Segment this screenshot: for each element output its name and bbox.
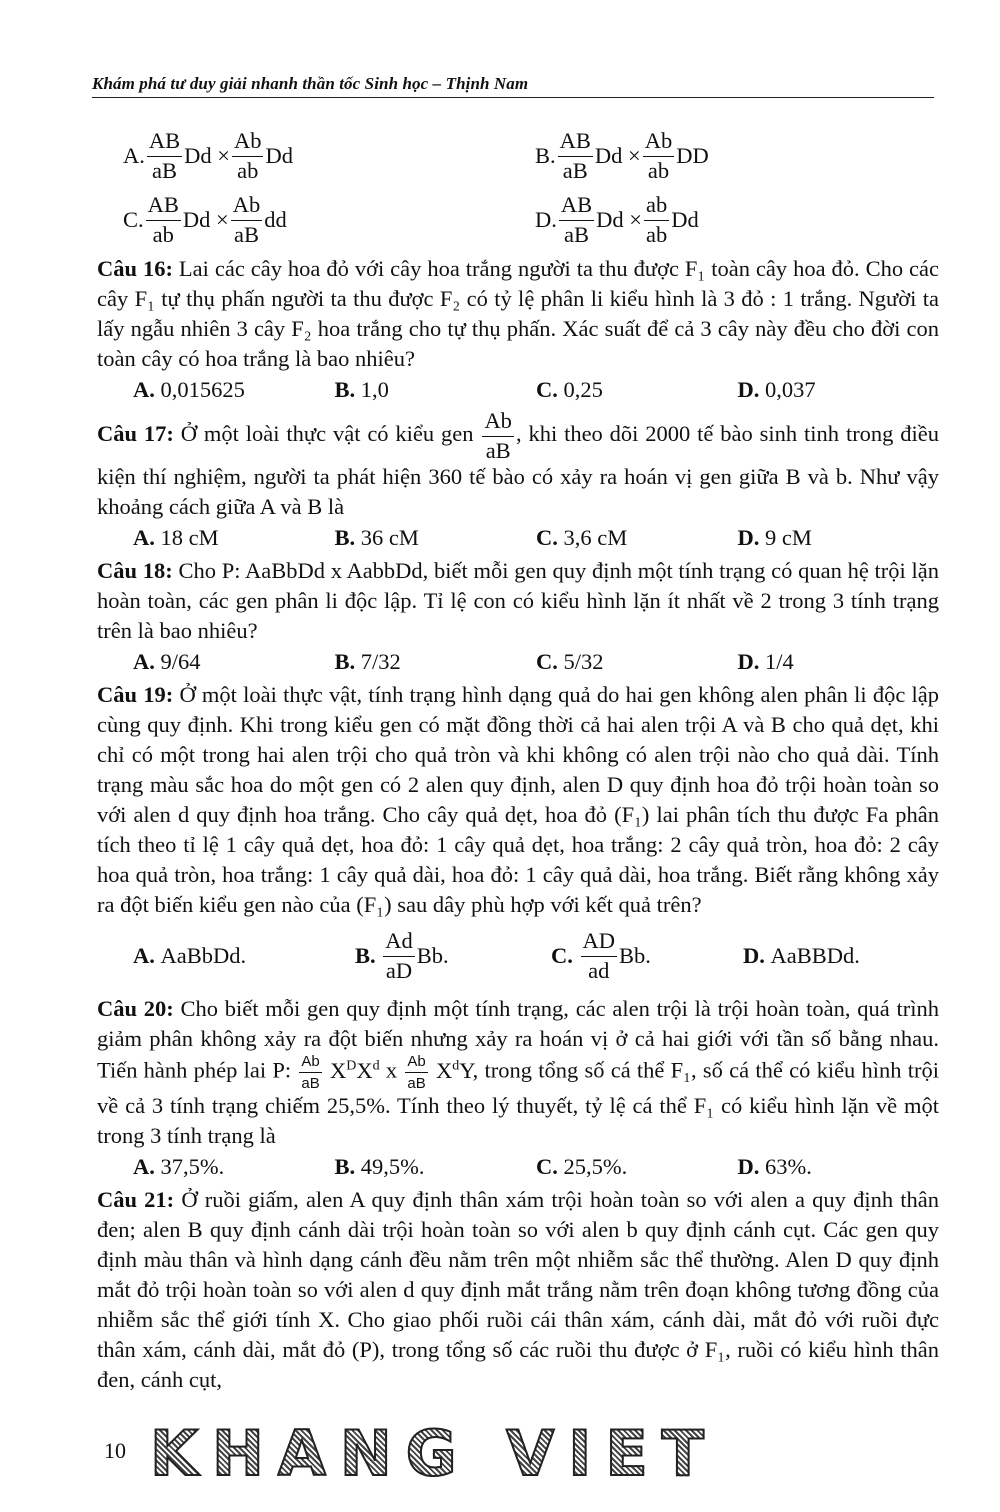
q20-answers xyxy=(97,1151,939,1183)
chromosome-xy: $X^dY$ xyxy=(436,1057,473,1083)
answer-b[interactable]: B. 7/32 xyxy=(334,649,401,674)
question-text: Lai các cây hoa đỏ với cây hoa trắng người ta thu được F₁ toàn cây hoa đỏ. Cho các cây F₁ tự thụ phấn người ta thu được F₂ có tỷ lệ phân li kiểu hình là 3 đỏ : 1 trắng. Người ta lấy ngẫu nhiên 3 cây F₂ hoa trắng cho tự thụ phấn. Xác suất để cả 3 cây này đều cho đời con toàn cây có hoa trắng là bao nhiêu? xyxy=(97,256,939,371)
q19-answers xyxy=(97,920,939,992)
genotype-fraction: $\frac{AB}{aB}$ xyxy=(148,128,181,183)
genotype-fraction: $\frac{Ab}{aB}$ xyxy=(232,192,261,247)
answer-b[interactable]: B. 1,0 xyxy=(334,377,389,402)
genotype-fraction: $\frac{ab}{ab}$ xyxy=(645,192,668,247)
answer-b[interactable]: B. $\frac{Ad}{aD}$ Bb. xyxy=(355,928,449,983)
question-label: Câu 17: xyxy=(97,421,174,447)
answer-c[interactable]: C. 25,5%. xyxy=(536,1154,628,1179)
option-label: B. xyxy=(535,143,556,168)
option-text: Dd × xyxy=(182,207,229,232)
question-19 xyxy=(97,680,939,920)
q17-answers xyxy=(97,522,939,554)
genotype-fraction: $\frac{AB}{aB}$ xyxy=(560,192,593,247)
question-text: , khi theo dõi 2000 tế bào sinh tinh xyxy=(515,421,840,447)
answer-d[interactable]: D. 0,037 xyxy=(737,377,816,402)
question-label: Câu 16: xyxy=(97,256,173,281)
genotype-fraction: $\frac{Ab}{aB}$ xyxy=(484,408,512,463)
answer-c[interactable]: C. $\frac{AD}{ad}$ Bb. xyxy=(551,928,651,983)
question-text: trong điều kiện thí nghiệm, người ta phát hiện 360 tế bào có xảy ra hoán vị gen giữa B và b. Như vậy khoảng cách giữa A và B là xyxy=(97,421,940,519)
q15-option-d[interactable] xyxy=(509,194,921,246)
answer-c[interactable]: C. 3,6 cM xyxy=(536,525,628,550)
option-text: DD xyxy=(676,143,709,168)
option-text: Dd × xyxy=(184,143,230,168)
question-text: Ở một loài thực vật, tính trạng hình dạng quả do hai gen không alen phân li độc lập cùng quy định. Khi trong kiểu gen có mặt đồng thời cả hai alen trội A và B cho quả dẹt, khi chỉ có một trong hai alen trội cho quả tròn và khi không có alen trội nào cho quả dài. Tính trạng màu sắc hoa do một gen có 2 alen quy định, alen D quy định hoa đỏ trội hoàn toàn so với alen d quy định hoa trắng. Cho cây quả dẹt, hoa đỏ (F₁) lai phân tích thu được Fa phân tích theo tỉ lệ 1 cây quả dẹt, hoa đỏ: 1 cây quả dẹt, hoa trắng: 2 cây quả tròn, hoa đỏ: 2 cây hoa quả tròn, hoa trắng: 1 cây quả dài, hoa đỏ: 1 cây quả dài, hoa trắng. Biết rằng không xảy ra đột biến kiểu gen nào của (F₁) sau dây phù hợp với kết quả trên? xyxy=(97,682,940,917)
q15-option-a[interactable] xyxy=(97,130,509,182)
answer-a[interactable]: A. AaBbDd. xyxy=(133,943,247,968)
question-text: Ở ruồi giấm, alen A quy định thân xám trội hoàn toàn so với alen a quy định thân đen; alen B quy định cánh dài trội hoàn toàn so với alen b quy định cánh cụt. Các gen quy định màu thân và hình dạng cánh đều nằm trên một nhiễm sắc thể thường. Alen D quy định mắt đỏ trội hoàn toàn so với alen d quy định mắt trắng nằm trên đoạn không tương đồng của nhiễm sắc thể giới tính X. Cho giao phối ruồi cái thân xám, cánh dài, mắt đỏ với ruồi đực thân xám, cánh dài, mắt đỏ (P), trong tổng số các ruồi thu được ở F₁, ruồi có kiểu hình thân đen, cánh cụt, xyxy=(97,1187,939,1392)
running-header: Khám phá tư duy giải nhanh thần tốc Sinh học – Thịnh Nam xyxy=(92,74,934,98)
answer-c[interactable]: C. 0,25 xyxy=(536,377,603,402)
cross-sign: x xyxy=(385,1057,398,1083)
option-text: Dd × xyxy=(594,143,641,168)
option-text: dd xyxy=(264,207,287,232)
genotype-fraction: $\frac{Ab}{aB}$ xyxy=(301,1053,320,1092)
answer-d[interactable]: D. 9 cM xyxy=(737,525,812,550)
answer-a[interactable]: A. 37,5%. xyxy=(133,1154,225,1179)
q18-answers xyxy=(97,646,939,678)
option-text: Dd xyxy=(265,143,293,168)
question-label: Câu 19: xyxy=(97,682,174,707)
genotype-fraction: $\frac{Ad}{aD}$ xyxy=(385,928,413,983)
answer-a[interactable]: A. 9/64 xyxy=(133,649,201,674)
option-label: D. xyxy=(535,207,557,232)
answer-d[interactable]: D. AaBBDd. xyxy=(743,943,860,968)
question-20 xyxy=(97,994,939,1151)
question-text: Ở một loài thực vật có kiểu gen xyxy=(180,421,474,447)
question-18 xyxy=(97,556,939,646)
question-text: , trong tổng số cá thể F₁, số cá thể có kiểu hình trội về cả 3 tính trạng chiếm 25,5%. Tính theo lý thuyết, tỷ lệ cá thể F₁ có kiểu hình lặn về một trong 3 tính trạng là xyxy=(97,1057,940,1148)
q15-option-c[interactable] xyxy=(97,194,509,246)
answer-c[interactable]: C. 5/32 xyxy=(536,649,604,674)
option-label: A. xyxy=(123,143,145,168)
genotype-fraction: $\frac{AB}{ab}$ xyxy=(147,192,179,247)
question-21 xyxy=(97,1185,939,1395)
page-number: 10 xyxy=(104,1438,126,1463)
genotype-fraction: $\frac{Ab}{aB}$ xyxy=(407,1053,426,1092)
page-content xyxy=(97,124,939,1395)
answer-d[interactable]: D. 63%. xyxy=(737,1154,812,1179)
genotype-fraction: $\frac{Ab}{ab}$ xyxy=(233,128,262,183)
question-label: Câu 20: xyxy=(97,996,174,1021)
option-label: C. xyxy=(123,207,144,232)
genotype-fraction: $\frac{AD}{ad}$ xyxy=(582,928,615,983)
q15-row-ab xyxy=(97,124,939,188)
publisher-logo: KHANG VIET xyxy=(150,1424,910,1484)
answer-b[interactable]: B. 36 cM xyxy=(334,525,419,550)
answer-d[interactable]: D. 1/4 xyxy=(737,649,794,674)
option-text: Dd xyxy=(671,207,699,232)
chromosome-x: $X^DX^d$ xyxy=(330,1057,380,1083)
genotype-fraction: $\frac{AB}{aB}$ xyxy=(559,128,591,183)
q15-option-b[interactable] xyxy=(509,130,921,182)
question-text: Cho biết mỗi gen quy định một tính trạng, các alen trội là trội hoàn toàn, quá trình giảm phân không xảy ra đột biến nhưng xảy ra hoán vị ở cả hai giới với tần số bằng nhau. Tiến hành phép lai P: xyxy=(97,996,939,1083)
option-text: Dd × xyxy=(596,207,642,232)
genotype-fraction: $\frac{Ab}{ab}$ xyxy=(644,128,673,183)
q16-answers xyxy=(97,374,939,406)
answer-a[interactable]: A. 0,015625 xyxy=(133,377,245,402)
question-label: Câu 21: xyxy=(97,1187,175,1212)
answer-a[interactable]: A. 18 cM xyxy=(133,525,219,550)
question-16 xyxy=(97,254,939,374)
question-text: Cho P: AaBbDd x AabbDd, biết mỗi gen quy định một tính trạng có quan hệ trội lặn hoàn toàn, các gen phân li độc lập. Tỉ lệ con có kiểu hình lặn ít nhất về 2 trong 3 tính trạng trên là bao nhiêu? xyxy=(97,558,940,643)
answer-b[interactable]: B. 49,5%. xyxy=(334,1154,425,1179)
question-17 xyxy=(97,410,939,522)
question-label: Câu 18: xyxy=(97,558,173,583)
q15-row-cd xyxy=(97,188,939,252)
